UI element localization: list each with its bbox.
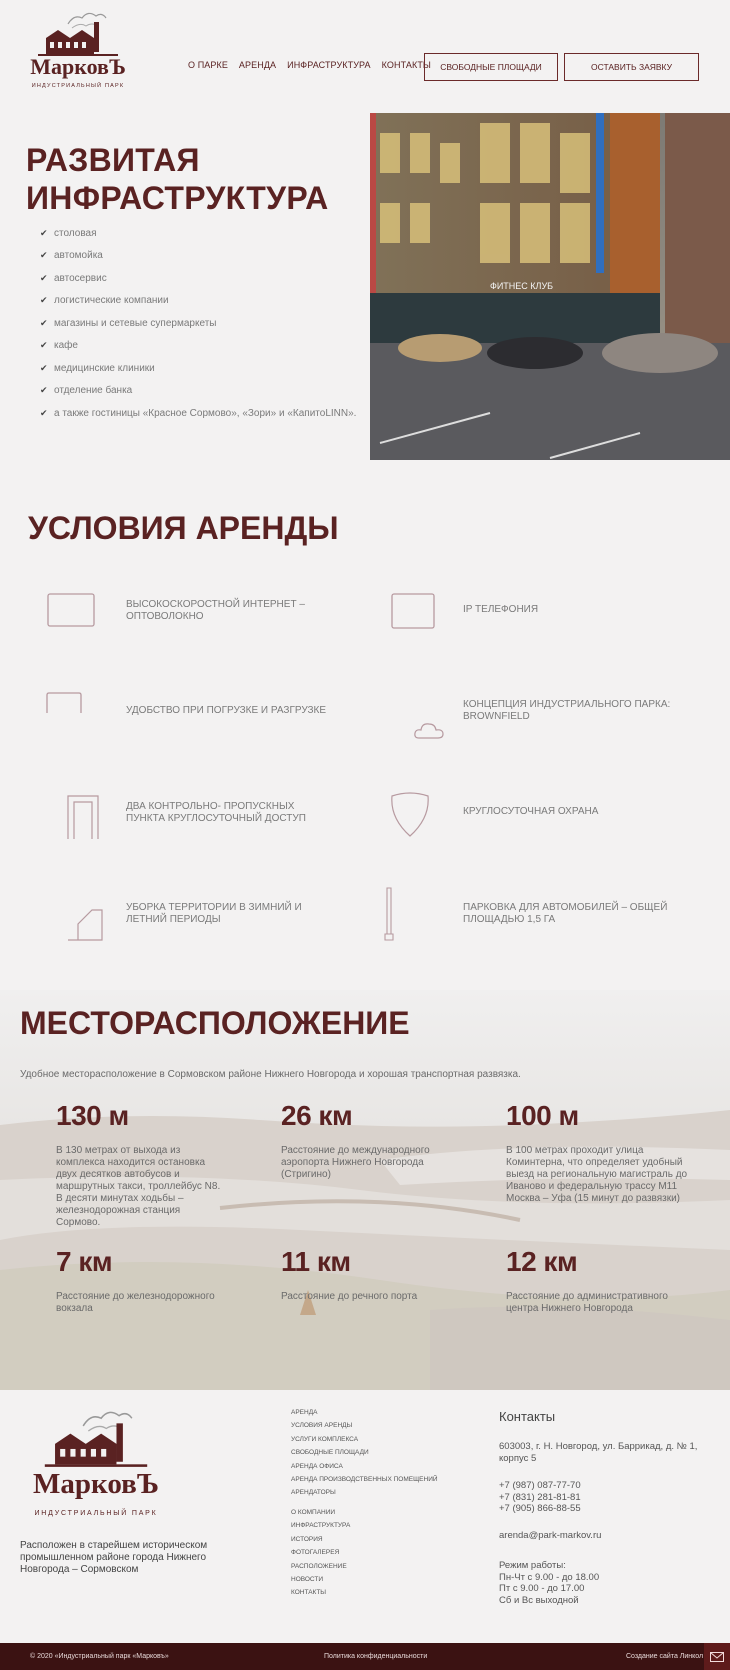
list-item: ✔ автомойка [40,250,103,262]
logo[interactable] [28,10,128,94]
footer-about: Расположен в старейшем историческом промышленном районе города Нижнего Новгорода – Сормовском [20,1540,208,1575]
infrastructure-title: РАЗВИТАЯ ИНФРАСТРУКТУРА [26,142,329,216]
location-description: Удобное месторасположение в Сормовском районе Нижнего Новгорода и хорошая транспортная развязка. [20,1069,521,1080]
check-icon: ✔ [40,340,48,351]
logo-name: МарковЪ [30,54,126,79]
footer-link[interactable]: АРЕНДА ПРОИЗВОДСТВЕННЫХ ПОМЕЩЕНИЙ [291,1475,438,1483]
footer-link[interactable]: АРЕНДА [291,1409,318,1416]
stat-text: Расстояние до речного порта [281,1291,418,1302]
footer-link[interactable]: УСЛОВИЯ АРЕНДЫ [291,1422,353,1430]
check-icon: ✔ [40,295,48,306]
contacts-title: Контакты [499,1409,556,1424]
photo-sign: ФИТНЕС КЛУБ [490,281,554,291]
logo-subtitle: ИНДУСТРИАЛЬНЫЙ ПАРК [31,83,125,89]
footer-link[interactable]: АРЕНДА ОФИСА [291,1462,343,1470]
stat-value: 11 км [281,1246,351,1277]
shovel-icon [66,908,104,942]
list-item: ✔ логистические компании [40,295,169,307]
footer-link[interactable]: НОВОСТИ [291,1575,324,1583]
logo-subtitle: ИНДУСТРИАЛЬНЫЙ ПАРК [34,1510,158,1517]
stat-value: 7 км [56,1246,113,1277]
header [0,0,730,110]
nav-rent[interactable]: АРЕНДА [238,60,277,70]
condition-brownfield: КОНЦЕПЦИЯ ИНДУСТРИАЛЬНОГО ПАРКА: BROWNFIELD [463,699,671,722]
condition-security: КРУГЛОСУТОЧНАЯ ОХРАНА [463,806,599,817]
condition-cleaning: УБОРКА ТЕРРИТОРИИ В ЗИМНИЙ И ЛЕТНИЙ ПЕРИОДЫ [126,902,302,925]
footer-link[interactable]: О КОМПАНИИ [291,1509,336,1516]
footer-link[interactable]: РАСПОЛОЖЕНИЕ [291,1562,347,1570]
list-item: ✔ а также гостиницы «Красное Сормово», «Зори» и «КапитоLINN». [40,407,357,419]
list-item: ✔ отделение банка [40,385,133,397]
bottom-bar [0,1643,730,1670]
contact-address: 603003, г. Н. Новгород, ул. Баррикад, д. № 1, корпус 5 [499,1441,698,1464]
contact-phone[interactable]: +7 (831) 281-81-81 [499,1491,581,1503]
list-item: ✔ автосервис [40,272,107,284]
cloud-icon [413,720,445,740]
footer-link[interactable]: АРЕНДАТОРЫ [291,1489,336,1497]
condition-checkpoints: ДВА КОНТРОЛЬНО- ПРОПУСКНЫХ ПУНКТА КРУГЛОСУТОЧНЫЙ ДОСТУП [126,801,306,824]
check-icon: ✔ [40,317,48,328]
stat-value: 26 км [281,1100,353,1131]
list-item: ✔ кафе [40,340,78,352]
check-icon: ✔ [40,272,48,283]
building-photo [370,113,730,460]
phone-icon [390,592,436,630]
conditions-title: УСЛОВИЯ АРЕНДЫ [28,510,339,546]
developer-credit[interactable]: Создание сайта Линкол [626,1653,704,1660]
condition-ip-phone: IP ТЕЛЕФОНИЯ [463,604,539,615]
infrastructure-list [40,222,356,425]
footer-links-company [291,1509,350,1603]
footer-link[interactable]: ИНФРАСТРУКТУРА [291,1522,351,1530]
contact-phone[interactable]: +7 (905) 866-88-55 [499,1503,581,1514]
main-nav [188,60,431,70]
stat-text: Расстояние до международного аэропорта Нижнего Новгорода (Стригино) [281,1145,430,1180]
nav-contacts[interactable]: КОНТАКТЫ [381,60,431,70]
stat-value: 12 км [506,1246,578,1277]
nav-about[interactable]: О ПАРКЕ [188,60,228,70]
privacy-link[interactable]: Политика конфиденциальности [324,1653,428,1660]
laptop-icon [46,592,98,628]
check-icon: ✔ [40,227,48,238]
list-item: ✔ медицинские клиники [40,362,155,374]
check-icon: ✔ [40,250,48,261]
free-space-button[interactable]: СВОБОДНЫЕ ПЛОЩАДИ [424,53,558,81]
footer-link[interactable]: ИСТОРИЯ [291,1535,323,1543]
check-icon: ✔ [40,362,48,373]
condition-internet: ВЫСОКОСКОРОСТНОЙ ИНТЕРНЕТ – ОПТОВОЛОКНО [126,599,305,622]
condition-loading: УДОБСТВО ПРИ ПОГРУЗКЕ И РАЗГРУЗКЕ [126,705,326,716]
footer-link[interactable]: КОНТАКТЫ [291,1589,327,1597]
list-item: ✔ столовая [40,227,97,239]
stat-text: В 100 метрах проходит улица Коминтерна, что определяет удобный выезд на региональную магистраль до Иваново и федеральную трассу М11 Москва – Уфа (15 минут до развязки) [506,1145,688,1204]
contact-hours: Режим работы: Пн-Чт с 9.00 - до 18.00 Пт с 9.00 - до 17.00 Сб и Вс выходной [499,1560,600,1606]
footer-logo[interactable] [28,1408,164,1518]
nav-infrastructure[interactable]: ИНФРАСТРУКТУРА [287,60,371,70]
condition-parking: ПАРКОВКА ДЛЯ АВТОМОБИЛЕЙ – ОБЩЕЙ ПЛОЩАДЬЮ 1,5 ГА [463,902,668,925]
location-title: МЕСТОРАСПОЛОЖЕНИЕ [20,1005,410,1041]
contact-email[interactable]: arenda@park-markov.ru [499,1530,602,1541]
copyright: © 2020 «Индустриальный парк «Марковъ» [30,1653,169,1660]
stat-text: Расстояние до железнодорожного вокзала [56,1291,215,1314]
list-item: ✔ магазины и сетевые супермаркеты [40,317,217,329]
stat-value: 130 м [56,1100,129,1131]
stat-text: В 130 метрах от выхода из комплекса находится остановка двух десятков автобусов и маршрутных такси, троллейбус N8. В десяти минутах ходьбы – железнодорожная станция Сормово. [56,1145,221,1228]
check-icon: ✔ [40,385,48,396]
loading-dock-icon [46,692,82,714]
mail-icon[interactable] [704,1643,730,1670]
factory-logo-icon [28,10,128,60]
logo-name: МарковЪ [33,1468,159,1500]
contact-phone[interactable]: +7 (987) 087-77-70 [499,1480,581,1491]
request-button[interactable]: ОСТАВИТЬ ЗАЯВКУ [564,53,699,81]
footer-links-rent [291,1409,438,1503]
parking-post-icon [383,886,395,942]
shield-icon [388,792,432,838]
check-icon: ✔ [40,407,48,418]
footer-link[interactable]: СВОБОДНЫЕ ПЛОЩАДИ [291,1449,369,1457]
gate-icon [66,794,100,840]
contact-phones [499,1480,709,1515]
footer-link[interactable]: УСЛУГИ КОМПЛЕКСА [291,1435,359,1443]
stat-value: 100 м [506,1100,579,1131]
stat-text: Расстояние до административного центра Нижнего Новгорода [506,1291,668,1314]
factory-logo-icon [28,1408,164,1472]
footer-link[interactable]: ФОТОГАЛЕРЕЯ [291,1549,340,1557]
